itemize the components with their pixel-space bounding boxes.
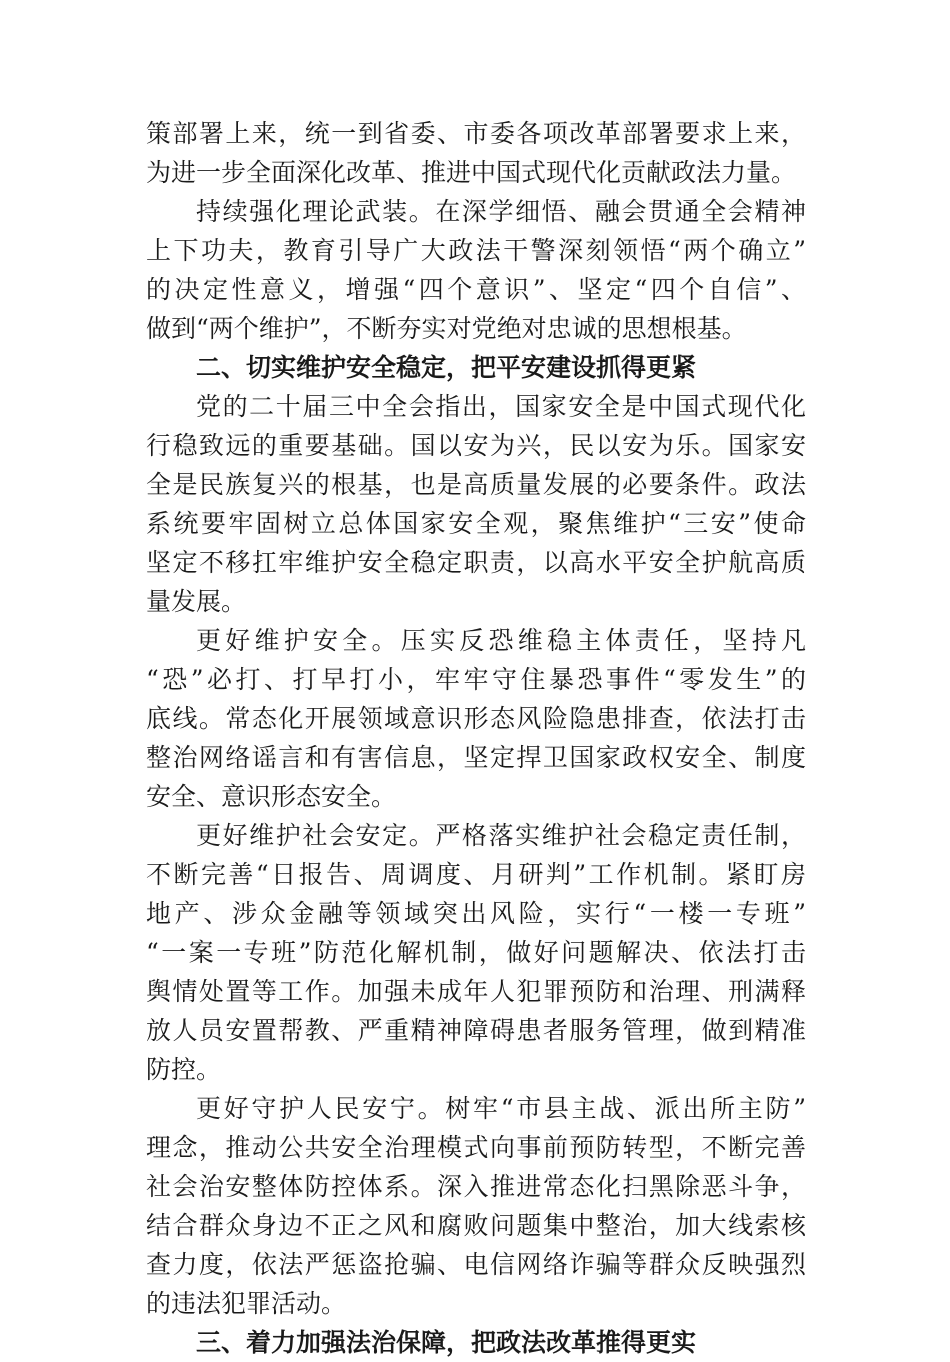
text-line: 地产、涉众金融等领域突出风险，实行“一楼一专班” bbox=[146, 899, 806, 928]
document-page bbox=[146, 114, 806, 1362]
text-line: 防控。 bbox=[146, 1055, 222, 1084]
paragraph bbox=[146, 387, 806, 621]
text-line: “一案一专班”防范化解机制，做好问题解决、依法打击 bbox=[146, 938, 806, 967]
text-line: 量发展。 bbox=[146, 587, 247, 616]
text-line: 结合群众身边不正之风和腐败问题集中整治，加大线索核 bbox=[146, 1211, 806, 1240]
text-line: 的决定性意义，增强“四个意识”、坚定“四个自信”、 bbox=[146, 275, 806, 304]
text-line: 更好维护安全。压实反恐维稳主体责任，坚持凡 bbox=[196, 626, 806, 655]
text-line: “恐”必打、打早打小，牢牢守住暴恐事件“零发生”的 bbox=[146, 665, 806, 694]
text-line: 整治网络谣言和有害信息，坚定捍卫国家政权安全、制度 bbox=[146, 743, 806, 772]
paragraph bbox=[146, 621, 806, 816]
text-line: 为进一步全面深化改革、推进中国式现代化贡献政法力量。 bbox=[146, 158, 797, 187]
text-line: 持续强化理论武装。在深学细悟、融会贯通全会精神 bbox=[196, 197, 806, 226]
text-line: 更好维护社会安定。严格落实维护社会稳定责任制， bbox=[196, 821, 806, 850]
section-heading: 二、切实维护安全稳定，把平安建设抓得更紧 bbox=[196, 353, 697, 382]
text-line: 上下功夫，教育引导广大政法干警深刻领悟“两个确立” bbox=[146, 236, 806, 265]
text-line: 查力度，依法严惩盗抢骗、电信网络诈骗等群众反映强烈 bbox=[146, 1250, 806, 1279]
paragraph bbox=[146, 114, 806, 192]
text-line: 不断完善“日报告、周调度、月研判”工作机制。紧盯房 bbox=[146, 860, 806, 889]
text-line: 行稳致远的重要基础。国以安为兴，民以安为乐。国家安 bbox=[146, 431, 806, 460]
text-line: 社会治安整体防控体系。深入推进常态化扫黑除恶斗争， bbox=[146, 1172, 806, 1201]
text-line: 全是民族复兴的根基，也是高质量发展的必要条件。政法 bbox=[146, 470, 806, 499]
text-line: 的违法犯罪活动。 bbox=[146, 1289, 347, 1318]
text-line: 坚定不移扛牢维护安全稳定职责，以高水平安全护航高质 bbox=[146, 548, 806, 577]
paragraph bbox=[146, 1089, 806, 1323]
text-line: 做到“两个维护”，不断夯实对党绝对忠诚的思想根基。 bbox=[146, 314, 747, 343]
text-line: 党的二十届三中全会指出，国家安全是中国式现代化 bbox=[196, 392, 806, 421]
text-line: 理念，推动公共安全治理模式向事前预防转型，不断完善 bbox=[146, 1133, 806, 1162]
text-line: 安全、意识形态安全。 bbox=[146, 782, 397, 811]
paragraph bbox=[146, 192, 806, 348]
text-line: 系统要牢固树立总体国家安全观，聚焦维护“三安”使命 bbox=[146, 509, 806, 538]
text-line: 更好守护人民安宁。树牢“市县主战、派出所主防” bbox=[196, 1094, 806, 1123]
text-line: 底线。常态化开展领域意识形态风险隐患排查，依法打击 bbox=[146, 704, 806, 733]
paragraph bbox=[146, 816, 806, 1089]
text-line: 舆情处置等工作。加强未成年人犯罪预防和治理、刑满释 bbox=[146, 977, 806, 1006]
text-line: 放人员安置帮教、严重精神障碍患者服务管理，做到精准 bbox=[146, 1016, 806, 1045]
section-heading: 三、着力加强法治保障，把政法改革推得更实 bbox=[196, 1328, 697, 1357]
text-line: 策部署上来，统一到省委、市委各项改革部署要求上来， bbox=[146, 119, 806, 148]
